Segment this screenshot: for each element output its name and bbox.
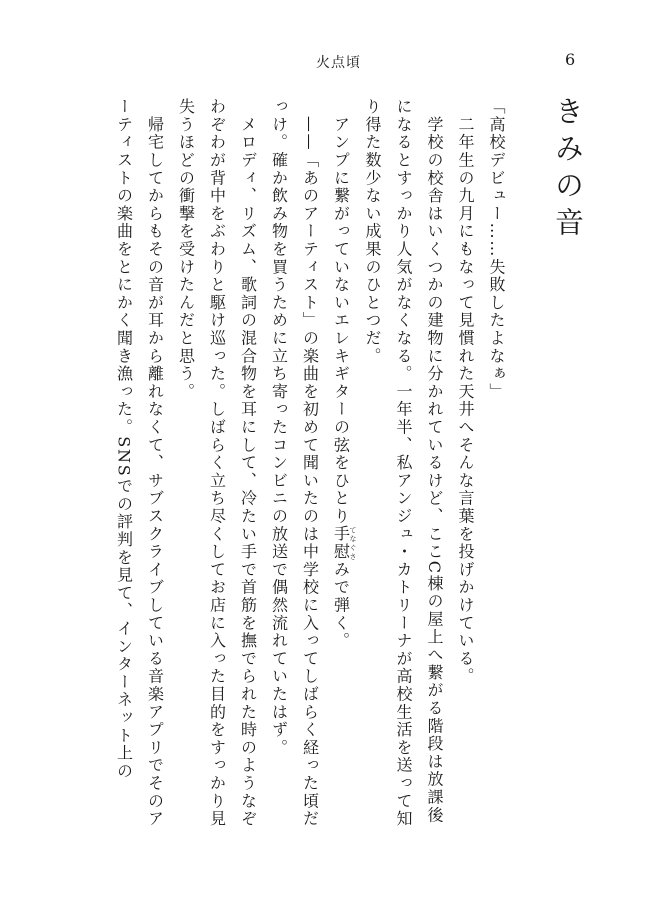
paragraph-text: メロディ、リズム、歌詞の混合物を耳にして、冷たい手で首筋を撫でられた時のようなぞわぞわが背中をぶわりと駆け巡った。しばらく立ち尽くしてお店に入った目的をすっかり見失うほどの衝撃を受けたんだと思う。 bbox=[176, 98, 258, 828]
paragraph bbox=[326, 98, 358, 828]
page-number: 6 bbox=[565, 50, 576, 69]
paragraph-text: 「あのアーティスト」の楽曲を初めて聞いたのは中学校に入ってしばらく経った頃だっけ。確か飲み物を買うために立ち寄ったコンビニの放送で偶然流れていたはず。 bbox=[269, 98, 320, 828]
paragraph bbox=[357, 98, 450, 828]
chapter-title: きみの音 bbox=[551, 96, 585, 244]
ruby-base: 手慰 bbox=[331, 525, 351, 561]
paragraph bbox=[264, 98, 326, 828]
paragraph-text: みで弾く。 bbox=[331, 560, 351, 650]
paragraph-text: 二年生の九月にもなって見慣れた天井へそんな言葉を投げかけている。 bbox=[456, 115, 475, 686]
paragraph bbox=[171, 98, 264, 828]
paragraph-dialogue: 「高校デビュー……失敗したよなぁ」 bbox=[487, 98, 506, 401]
running-title: 火点頃 bbox=[316, 55, 361, 71]
body-text bbox=[114, 98, 512, 828]
ruby-annotation bbox=[331, 525, 357, 561]
ruby-reading: てなぐさ bbox=[349, 525, 357, 561]
page-header bbox=[0, 52, 647, 76]
em-dash: —— bbox=[300, 115, 320, 152]
paragraph-text: 学校の校舎はいくつかの建物に分かれているけど、ここC棟の屋上へ繋がる階段は放課後になるとすっかり人気がなくなる。一年半、私アンジュ・カトリーナが高校生活を送って知り得た数少ない成果のひとつだ。 bbox=[363, 98, 444, 828]
paragraph bbox=[109, 98, 171, 828]
paragraph-text: アンプに繋がっていないエレキギターの弦をひとり bbox=[331, 115, 351, 526]
paragraph bbox=[450, 98, 481, 828]
paragraph-text: 帰宅してからもその音が耳から離れなくて、サブスクライブしている音楽アプリでそのアーティストの楽曲をとにかく聞き漁った。SNSでの評判を見て、インターネット上の bbox=[114, 98, 165, 828]
